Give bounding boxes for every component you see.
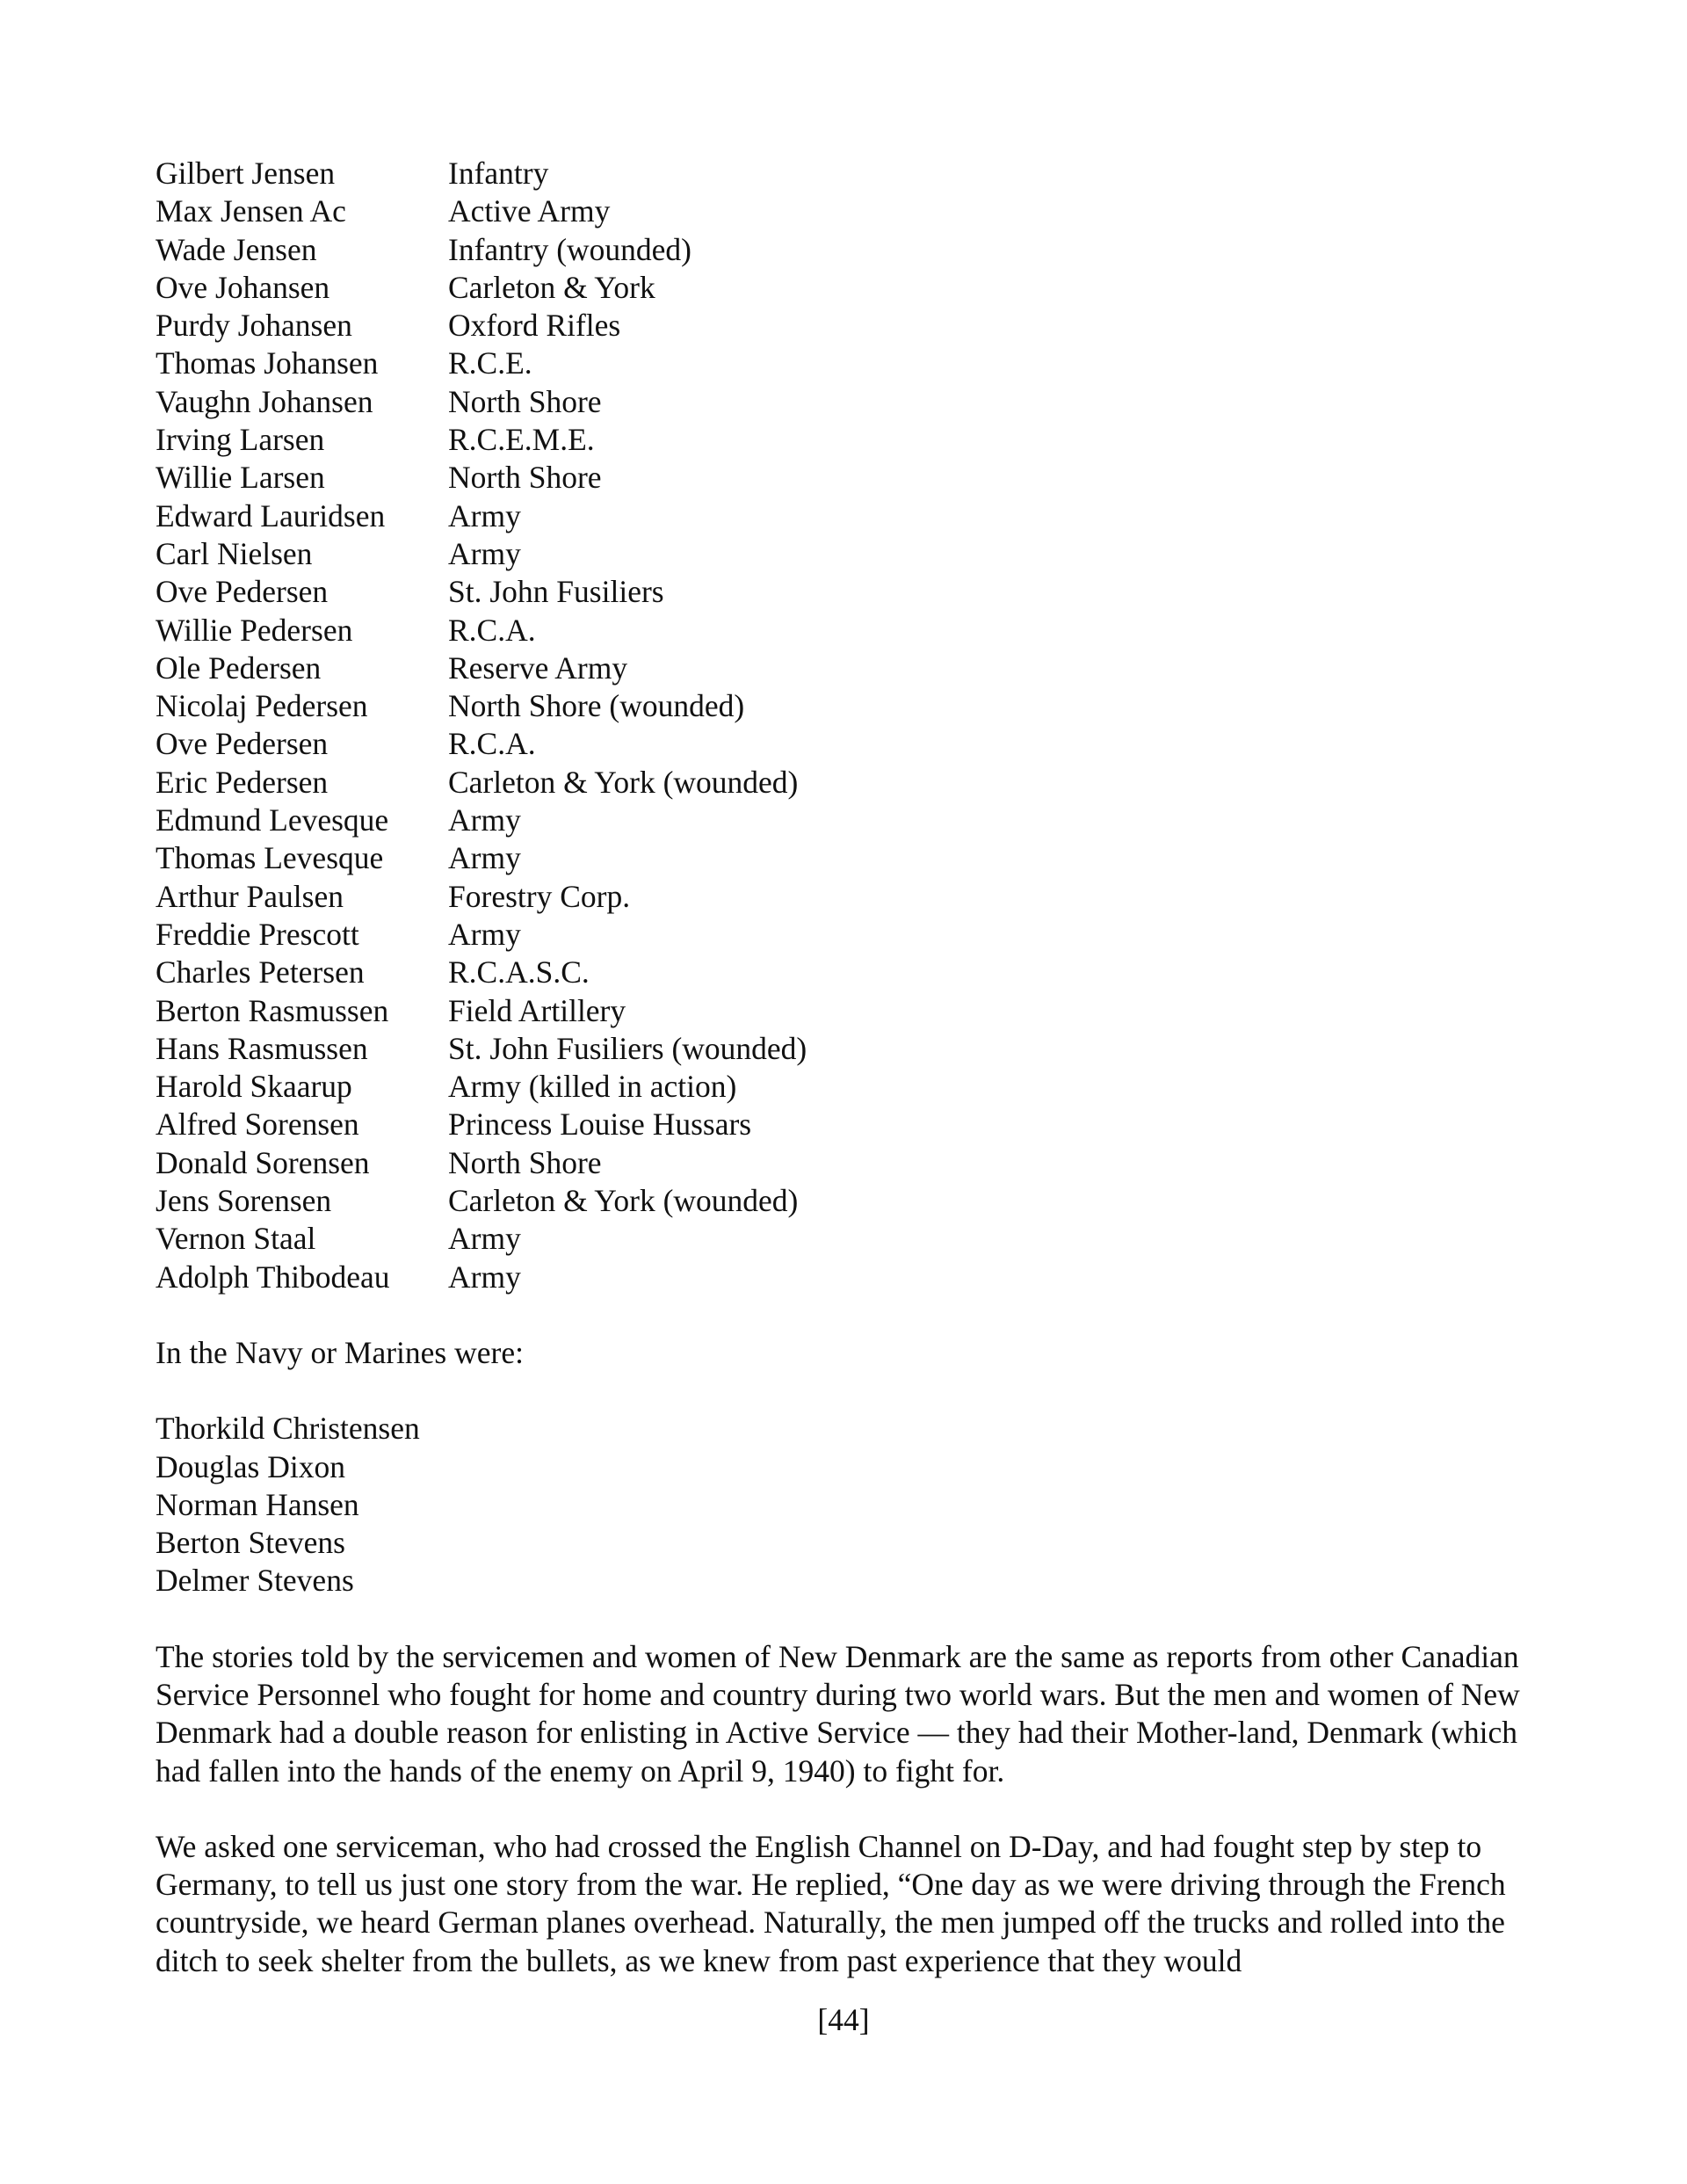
service-unit: Princess Louise Hussars [448, 1107, 752, 1143]
serviceman-name: Freddie Prescott [156, 916, 359, 952]
roster-row [156, 573, 1526, 611]
page-number: [44] [817, 2002, 870, 2037]
roster-row [156, 1220, 1526, 1258]
serviceman-name: Eric Pedersen [156, 764, 329, 800]
paragraph-dday: We asked one serviceman, who had crossed the English Channel on D-Day, and had fought step by step to Germany, to tell us just one story from the war. He replied, “One day as we were driving through the French countryside, we heard German planes overhead. Naturally, the men jumped off the trucks and rolled into the ditch to seek shelter from the bullets, as we knew from past experience that they would [156, 1828, 1506, 1978]
serviceman-name: Willie Pedersen [156, 612, 353, 648]
service-unit: Carleton & York (wounded) [448, 764, 799, 800]
roster-row [156, 916, 1526, 954]
serviceman-name: Charles Petersen [156, 954, 365, 990]
roster-row [156, 535, 1526, 573]
serviceman-name: Thomas Levesque [156, 840, 384, 876]
service-unit: Army [448, 535, 521, 571]
roster-row [156, 497, 1526, 535]
serviceman-name: Donald Sorensen [156, 1144, 370, 1180]
roster-row [156, 155, 1526, 192]
roster-row [156, 269, 1526, 307]
service-unit: R.C.E.M.E. [448, 422, 595, 458]
roster-row [156, 192, 1526, 230]
roster-row [156, 878, 1526, 916]
roster-row [156, 1259, 1526, 1296]
serviceman-name: Vernon Staal [156, 1221, 316, 1257]
roster-row [156, 459, 1526, 497]
paragraph-stories: The stories told by the servicemen and women of New Denmark are the same as reports from other Canadian Service Personnel who fought for home and country during two world wars. But the men and women of New Denmark had a double reason for enlisting in Active Service — they had their Mother-land, Denmark (which had fallen into the hands of the enemy on April 9, 1940) to fight for. [156, 1638, 1520, 1789]
serviceman-name: Ove Johansen [156, 269, 330, 305]
serviceman-name: Gilbert Jensen [156, 156, 336, 191]
serviceman-name: Nicolaj Pedersen [156, 688, 368, 724]
roster-row [156, 383, 1526, 421]
service-unit: R.C.A. [448, 612, 536, 648]
serviceman-name: Max Jensen Ac [156, 193, 346, 229]
serviceman-name: Berton Rasmussen [156, 992, 389, 1028]
service-unit: North Shore [448, 460, 602, 496]
roster-row [156, 231, 1526, 269]
service-unit: Army [448, 916, 521, 952]
roster-row [156, 764, 1526, 802]
navy-name: Douglas Dixon [156, 1448, 345, 1484]
roster-row [156, 649, 1526, 687]
navy-heading: In the Navy or Marines were: [156, 1334, 524, 1370]
service-unit: Field Artillery [448, 992, 626, 1028]
service-unit: Active Army [448, 193, 611, 229]
roster-row [156, 1106, 1526, 1143]
service-unit: Reserve Army [448, 649, 628, 686]
serviceman-name: Ove Pedersen [156, 726, 329, 762]
roster-row [156, 954, 1526, 991]
serviceman-name: Alfred Sorensen [156, 1107, 359, 1143]
serviceman-name: Wade Jensen [156, 231, 317, 267]
serviceman-name: Irving Larsen [156, 422, 325, 458]
roster-row [156, 345, 1526, 382]
navy-list [156, 1410, 1526, 1600]
serviceman-name: Arthur Paulsen [156, 878, 344, 914]
service-unit: Carleton & York (wounded) [448, 1183, 799, 1219]
roster-row [156, 1068, 1526, 1106]
service-unit: R.C.E. [448, 345, 532, 381]
roster-row [156, 1030, 1526, 1068]
document-page [156, 155, 1526, 1980]
roster-row [156, 1182, 1526, 1220]
serviceman-name: Jens Sorensen [156, 1183, 332, 1219]
service-unit: Carleton & York [448, 269, 655, 305]
roster-row [156, 802, 1526, 839]
service-unit: Army [448, 1221, 521, 1257]
service-unit: Army (killed in action) [448, 1069, 737, 1105]
serviceman-name: Adolph Thibodeau [156, 1259, 390, 1295]
navy-name: Norman Hansen [156, 1486, 359, 1522]
service-unit: Infantry (wounded) [448, 231, 691, 267]
serviceman-name: Hans Rasmussen [156, 1030, 368, 1066]
service-unit: Forestry Corp. [448, 878, 631, 914]
service-roster [156, 155, 1526, 1296]
service-unit: Army [448, 1259, 521, 1295]
navy-name: Delmer Stevens [156, 1563, 354, 1599]
serviceman-name: Edward Lauridsen [156, 497, 386, 533]
service-unit: North Shore [448, 1144, 602, 1180]
service-unit: Army [448, 840, 521, 876]
roster-row [156, 725, 1526, 763]
roster-row [156, 1144, 1526, 1182]
service-unit: North Shore [448, 383, 602, 419]
serviceman-name: Edmund Levesque [156, 802, 389, 838]
service-unit: St. John Fusiliers (wounded) [448, 1030, 807, 1066]
service-unit: St. John Fusiliers [448, 574, 664, 610]
serviceman-name: Harold Skaarup [156, 1069, 352, 1105]
roster-row [156, 307, 1526, 345]
serviceman-name: Purdy Johansen [156, 308, 352, 344]
navy-name: Thorkild Christensen [156, 1411, 420, 1447]
roster-row [156, 839, 1526, 877]
roster-row [156, 421, 1526, 459]
roster-row [156, 992, 1526, 1030]
roster-row [156, 687, 1526, 725]
service-unit: Infantry [448, 156, 549, 191]
roster-row [156, 612, 1526, 649]
serviceman-name: Ove Pedersen [156, 574, 329, 610]
service-unit: North Shore (wounded) [448, 688, 745, 724]
serviceman-name: Vaughn Johansen [156, 383, 373, 419]
service-unit: R.C.A.S.C. [448, 954, 590, 990]
serviceman-name: Thomas Johansen [156, 345, 379, 381]
serviceman-name: Willie Larsen [156, 460, 325, 496]
service-unit: Army [448, 497, 521, 533]
service-unit: Army [448, 802, 521, 838]
service-unit: Oxford Rifles [448, 308, 621, 344]
serviceman-name: Carl Nielsen [156, 535, 313, 571]
service-unit: R.C.A. [448, 726, 536, 762]
navy-name: Berton Stevens [156, 1525, 345, 1561]
serviceman-name: Ole Pedersen [156, 649, 322, 686]
